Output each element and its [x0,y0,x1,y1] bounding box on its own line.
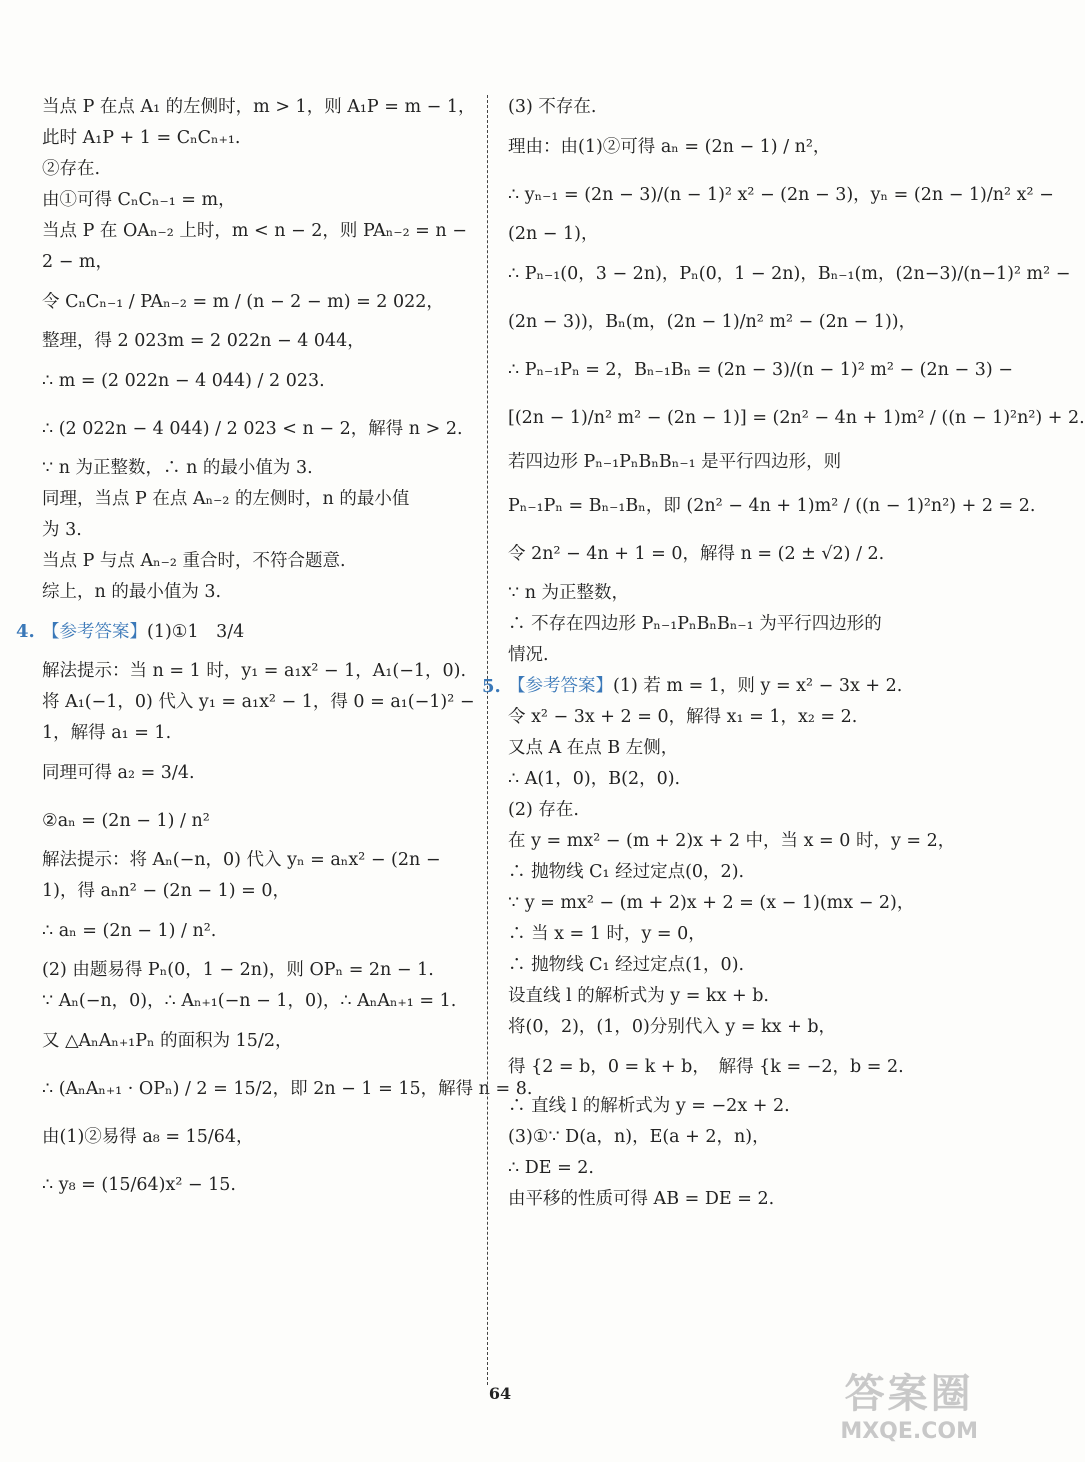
text-line: ∴ yₙ₋₁ = (2n − 3)/(n − 1)² x² − (2n − 3)，yₙ = (2n − 1)/n² x² − [508,185,1054,205]
text-line: ∴ 抛物线 C₁ 经过定点(0，2). [508,862,745,882]
text-line: 整理，得 2 023m = 2 022n − 4 044， [42,331,365,351]
column-divider [487,95,488,1385]
text-line: 1，解得 a₁ = 1. [42,723,172,743]
text-line: ∴ DE = 2. [508,1158,594,1178]
text-line: ∴ Pₙ₋₁Pₙ = 2，Bₙ₋₁Bₙ = (2n − 3)/(n − 1)² m² − (2n − 3) − [508,360,1013,380]
answer-text: (1)①1 3/4 [147,622,245,642]
text-line: ∴ 直线 l 的解析式为 y = −2x + 2. [508,1096,790,1116]
text-line: 令 CₙCₙ₋₁ / PAₙ₋₂ = m / (n − 2 − m) = 2 022， [42,292,444,312]
answer-5-heading [482,671,948,702]
text-line: 设直线 l 的解析式为 y = kx + b. [508,986,769,1006]
text-line: 由(1)②易得 a₈ = 15/64， [42,1127,254,1147]
text-line: 2 − m， [42,252,114,272]
question-number: 4. [16,621,35,642]
text-line: 将(0，2)，(1，0)分别代入 y = kx + b， [508,1017,837,1037]
text-line: ∵ y = mx² − (m + 2)x + 2 = (x − 1)(mx − 2)， [508,893,915,913]
watermark-logo [840,1362,978,1444]
text-line: 同理可得 a₂ = 3/4. [42,763,195,783]
text-line: 同理，当点 P 在点 Aₙ₋₂ 的左侧时，n 的最小值 [42,489,410,509]
text-line: ∵ n 为正整数， [508,583,630,603]
text-line: 当点 P 在 OAₙ₋₂ 上时，m < n − 2，则 PAₙ₋₂ = n − [42,221,467,241]
text-line: ∵ Aₙ(−n，0)，∴ Aₙ₊₁(−n − 1，0)，∴ AₙAₙ₊₁ = 1. [42,991,457,1011]
text-line: 解法提示：当 n = 1 时，y₁ = a₁x² − 1，A₁(−1，0). [42,661,467,681]
text-line: (2n − 1)， [508,224,599,244]
text-line: 将 A₁(−1，0) 代入 y₁ = a₁x² − 1，得 0 = a₁(−1)² − [42,692,475,712]
text-line: (2n − 3))，Bₙ(m，(2n − 1)/n² m² − (2n − 1))， [508,312,917,332]
watermark-url: MXQE.COM [840,1419,978,1444]
text-line: 当点 P 与点 Aₙ₋₂ 重合时，不符合题意. [42,551,346,571]
text-line: (3)①∵ D(a，n)，E(a + 2，n)， [508,1127,770,1147]
question-number: 5. [482,676,501,697]
text-line: ∴ 不存在四边形 Pₙ₋₁PₙBₙBₙ₋₁ 为平行四边形的 [508,614,882,634]
text-line: ∴ aₙ = (2n − 1) / n². [42,921,217,941]
text-line: ∴ (2 022n − 4 044) / 2 023 < n − 2，解得 n > 2. [42,419,463,439]
text-line: Pₙ₋₁Pₙ = Bₙ₋₁Bₙ，即 (2n² − 4n + 1)m² / ((n − 1)²n²) + 2 = 2. [508,496,1036,516]
text-line: [(2n − 1)/n² m² − (2n − 1)] = (2n² − 4n + 1)m² / ((n − 1)²n²) + 2. [508,408,1085,428]
text-line: 此时 A₁P + 1 = CₙCₙ₊₁. [42,128,241,148]
answer-tag: 【参考答案】 [508,676,613,696]
answer-tag: 【参考答案】 [42,622,147,642]
answer-text: (1) 若 m = 1，则 y = x² − 3x + 2. [613,676,903,696]
text-line: 综上，n 的最小值为 3. [42,582,222,602]
text-line: (2) 由题易得 Pₙ(0，1 − 2n)，则 OPₙ = 2n − 1. [42,960,434,980]
text-line: ∴ 当 x = 1 时，y = 0， [508,924,706,944]
answer-4-heading [16,608,470,656]
text-line: 在 y = mx² − (m + 2)x + 2 中，当 x = 0 时，y = 2， [508,831,956,851]
text-line: 若四边形 Pₙ₋₁PₙBₙBₙ₋₁ 是平行四边形，则 [508,452,842,472]
text-line: 由①可得 CₙCₙ₋₁ = m， [42,190,236,210]
watermark-text: 答案圈 [844,1371,974,1417]
text-line: ∴ y₈ = (15/64)x² − 15. [42,1175,236,1195]
text-line: 由平移的性质可得 AB = DE = 2. [508,1189,775,1209]
text-line: ∴ 抛物线 C₁ 经过定点(1，0). [508,955,745,975]
text-line: ∴ A(1，0)，B(2，0). [508,769,681,789]
text-line: 当点 P 在点 A₁ 的左侧时，m > 1，则 A₁P = m − 1， [42,97,476,117]
text-line: 令 2n² − 4n + 1 = 0，解得 n = (2 ± √2) / 2. [508,544,885,564]
text-line: (2) 存在. [508,800,579,820]
text-line: 情况. [508,645,549,665]
text-line: ∴ (AₙAₙ₊₁ · OPₙ) / 2 = 15/2，即 2n − 1 = 15，解得 n = 8. [42,1079,533,1099]
text-line: ∵ n 为正整数，∴ n 的最小值为 3. [42,458,313,478]
text-line: ∴ Pₙ₋₁(0，3 − 2n)，Pₙ(0，1 − 2n)，Bₙ₋₁(m，(2n−3)/(n−1)² m² − [508,264,1071,284]
text-line: 解法提示：将 Aₙ(−n，0) 代入 yₙ = aₙx² − (2n − [42,850,441,870]
text-line: (3) 不存在. [508,97,597,117]
text-line: 为 3. [42,520,82,540]
text-line: 又 △AₙAₙ₊₁Pₙ 的面积为 15/2， [42,1031,293,1051]
text-line: 又点 A 在点 B 左侧， [508,738,679,758]
text-line: ②存在. [42,159,101,179]
text-line: 理由：由(1)②可得 aₙ = (2n − 1) / n²， [508,137,831,157]
text-line: 令 x² − 3x + 2 = 0，解得 x₁ = 1，x₂ = 2. [508,707,858,727]
text-line: ∴ m = (2 022n − 4 044) / 2 023. [42,371,325,391]
text-line: 得 {2 = b，0 = k + b， 解得 {k = −2，b = 2. [508,1057,904,1077]
text-line: 1)，得 aₙn² − (2n − 1) = 0， [42,881,291,901]
page-number: 64 [488,1384,512,1403]
text-line: ②aₙ = (2n − 1) / n² [42,811,210,831]
right-column [482,92,1085,1215]
